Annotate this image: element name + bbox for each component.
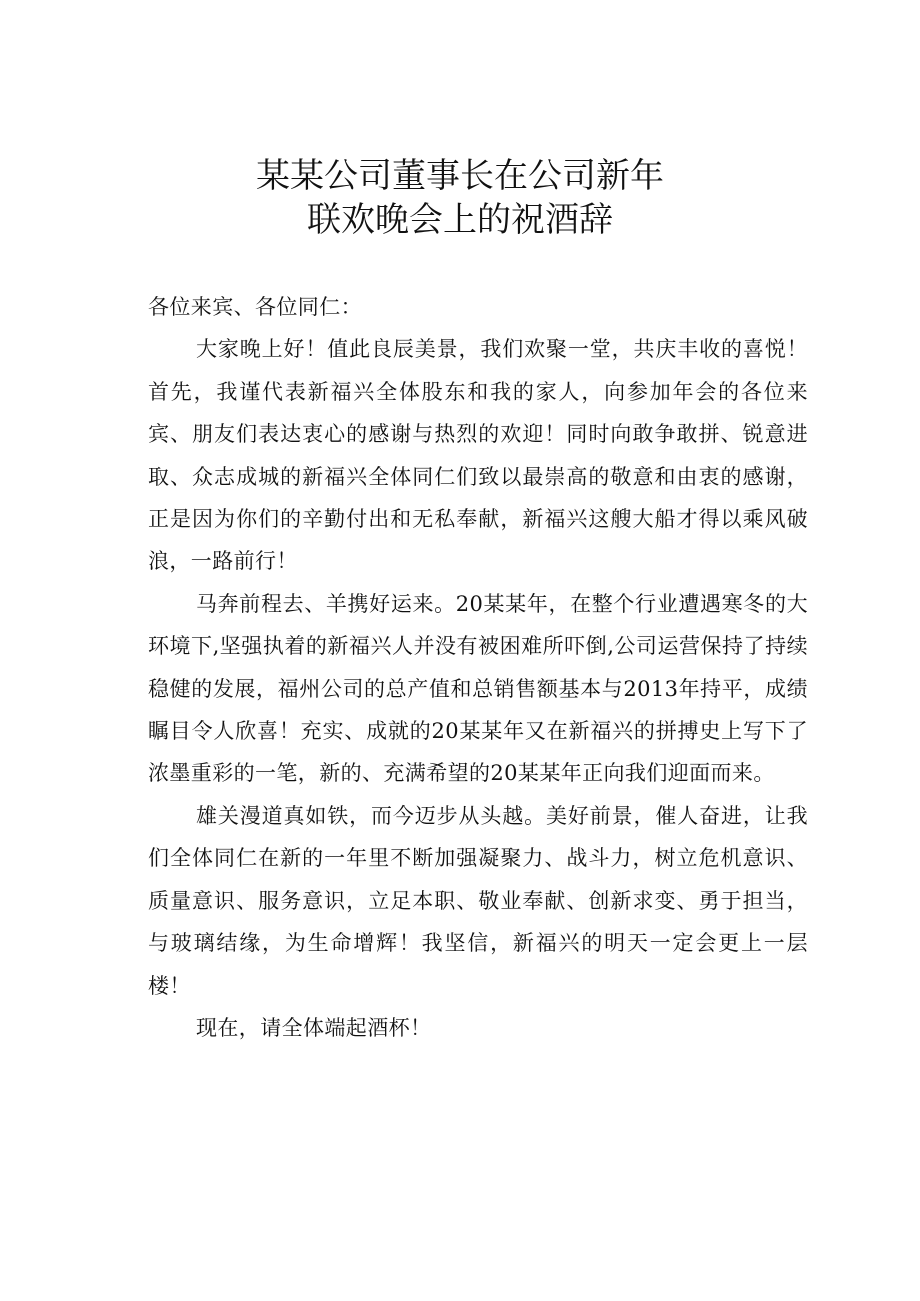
document-body xyxy=(148,286,808,1049)
title-line-2: 联欢晚会上的祝酒辞 xyxy=(307,200,613,240)
document-title xyxy=(0,154,920,242)
title-line-1: 某某公司董事长在公司新年 xyxy=(256,156,664,196)
paragraph-review: 马奔前程去、羊携好运来。20某某年，在整个行业遭遇寒冬的大环境下,坚强执着的新福兴人并没有被困难所吓倒,公司运营保持了持续稳健的发展，福州公司的总产值和总销售额基本与2013年持平，成绩瞩目令人欣喜！充实、成就的20某某年又在新福兴的拼搏史上写下了浓墨重彩的一笔，新的、充满希望的20某某年正向我们迎面而来。 xyxy=(148,591,808,786)
paragraph-toast: 现在，请全体端起酒杯！ xyxy=(196,1015,432,1040)
greeting: 各位来宾、各位同仁： xyxy=(148,295,362,319)
paragraph-outlook: 雄关漫道真如铁，而今迈步从头越。美好前景，催人奋进，让我们全体同仁在新的一年里不断加强凝聚力、战斗力，树立危机意识、质量意识、服务意识，立足本职、敬业奉献、创新求变、勇于担当，与玻璃结缘，为生命增辉！我坚信，新福兴的明天一定会更上一层楼！ xyxy=(148,803,808,998)
paragraph-welcome: 大家晚上好！值此良辰美景，我们欢聚一堂，共庆丰收的喜悦！首先，我谨代表新福兴全体股东和我的家人，向参加年会的各位来宾、朋友们表达衷心的感谢与热烈的欢迎！同时向敢争敢拼、锐意进取、众志成城的新福兴全体同仁们致以最崇高的敬意和由衷的感谢，正是因为你们的辛勤付出和无私奉献，新福兴这艘大船才得以乘风破浪，一路前行！ xyxy=(148,337,808,574)
